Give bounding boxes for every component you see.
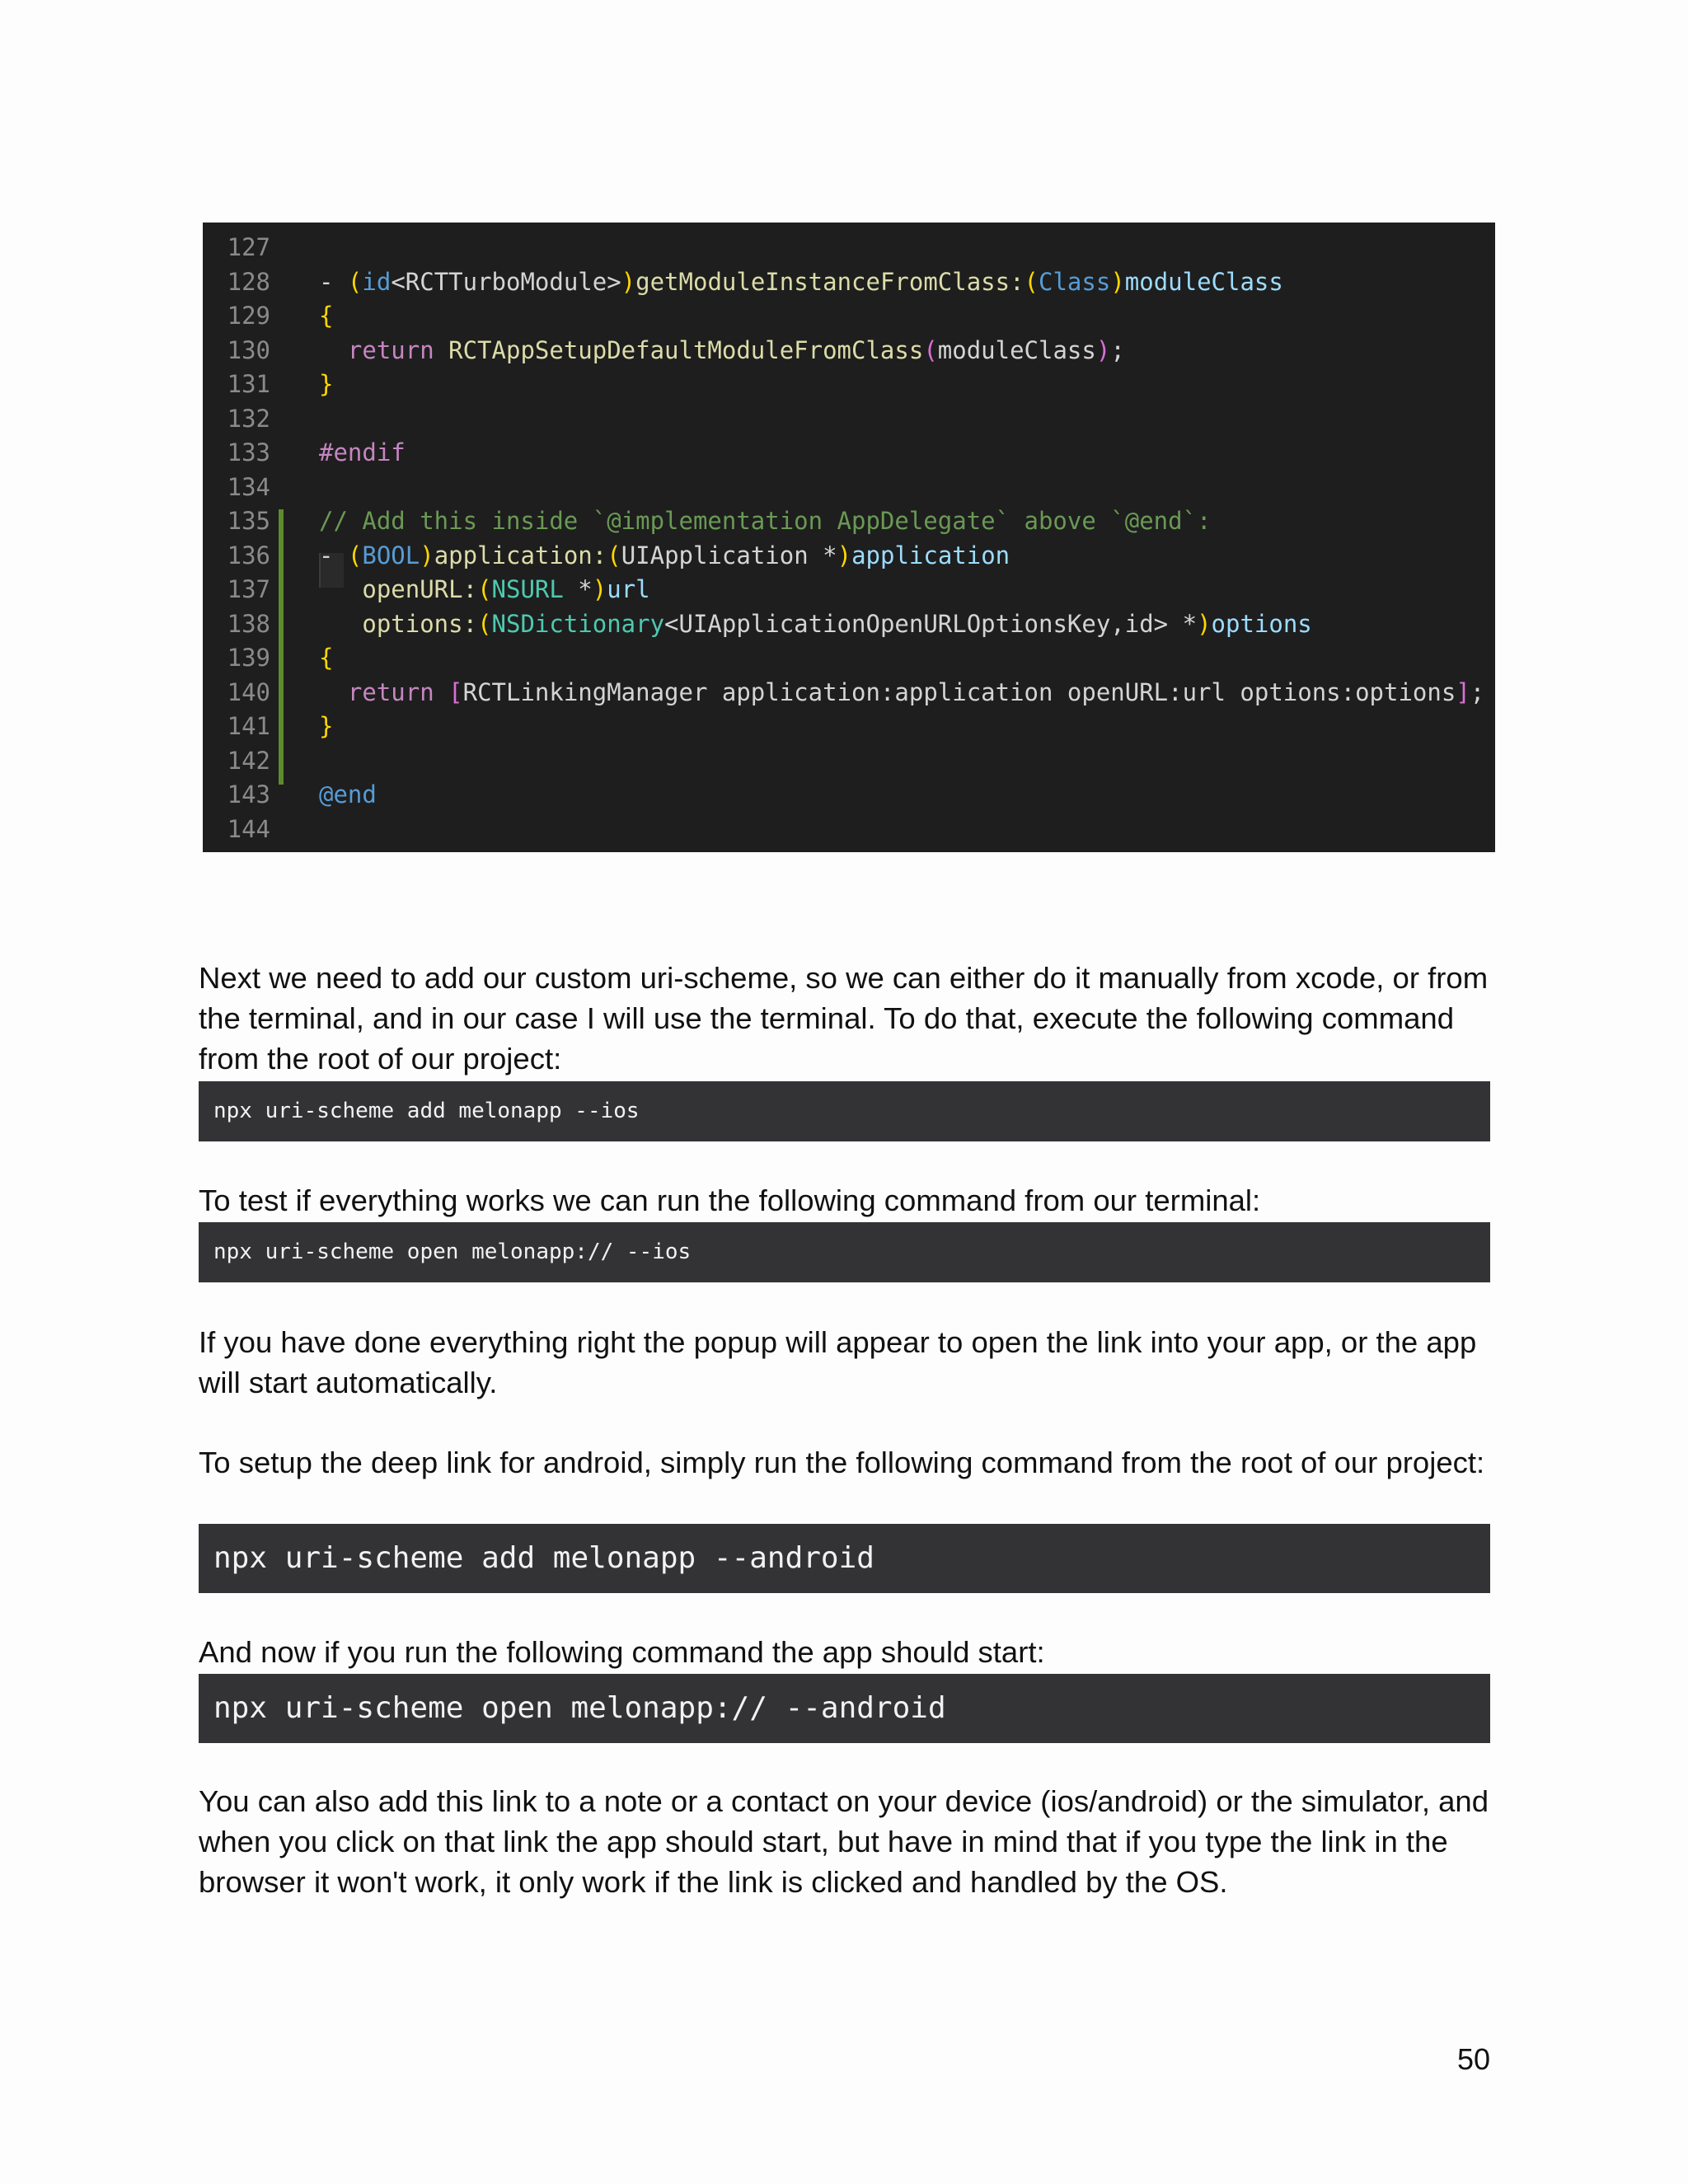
code-text bbox=[319, 777, 377, 812]
page-number: 50 bbox=[1456, 2042, 1490, 2076]
code-line bbox=[203, 367, 1495, 401]
code-token: ] bbox=[1456, 677, 1470, 706]
line-number: 132 bbox=[227, 404, 270, 433]
code-screenshot bbox=[203, 223, 1495, 852]
code-token: ( bbox=[923, 335, 938, 364]
command-block-add-android[interactable]: npx uri-scheme add melonapp --android bbox=[199, 1524, 1490, 1593]
paragraph-test-intro: To test if everything works we can run the following command from our terminal: bbox=[199, 1183, 1261, 1217]
code-line bbox=[203, 538, 1495, 573]
code-token: { bbox=[319, 302, 334, 330]
code-token: ( bbox=[347, 267, 363, 296]
paragraph-android-setup: To setup the deep link for android, simply run the following command from the root of our project: bbox=[199, 1446, 1485, 1479]
code-line bbox=[203, 435, 1495, 470]
code-text bbox=[319, 607, 1312, 641]
code-token: ) bbox=[1197, 609, 1212, 638]
command-block-open-ios[interactable]: npx uri-scheme open melonapp:// --ios bbox=[199, 1222, 1490, 1282]
line-number: 143 bbox=[227, 780, 270, 808]
code-token: // Add this inside `@implementation AppDelegate` above `@end`: bbox=[319, 507, 1212, 535]
code-text bbox=[319, 333, 1125, 368]
code-line bbox=[203, 640, 1495, 675]
code-token: ) bbox=[592, 575, 607, 603]
code-token: Class bbox=[1039, 267, 1111, 296]
code-token: ) bbox=[1095, 335, 1111, 364]
code-token: ( bbox=[477, 609, 492, 638]
code-token bbox=[319, 678, 348, 706]
code-token: return bbox=[347, 335, 449, 364]
code-token: UIApplication * bbox=[621, 541, 837, 569]
code-text bbox=[319, 538, 1010, 573]
code-token: NSURL bbox=[491, 575, 564, 603]
code-line bbox=[203, 470, 1495, 504]
code-token: ; bbox=[1470, 677, 1485, 706]
line-number: 133 bbox=[227, 438, 270, 466]
code-text bbox=[319, 709, 333, 743]
code-line bbox=[203, 812, 1495, 846]
line-number: 141 bbox=[227, 712, 270, 740]
paragraph-uri-scheme-intro: Next we need to add our custom uri-scheme, so we can either do it manually from xcode, or from the terminal, and in our case I will use the terminal. To do that, execute the following command from the root of our project: bbox=[199, 961, 1489, 1076]
line-number: 134 bbox=[227, 472, 270, 501]
line-number: 139 bbox=[227, 644, 270, 672]
paragraph-link-note: You can also add this link to a note or a contact on your device (ios/android) or the simulator, and when you click on that link the app should start, but have in mind that if you type the link in the browser it won't work, it only work if the link is clicked and handled by the OS. bbox=[199, 1784, 1489, 1899]
code-token: BOOL bbox=[362, 541, 420, 569]
code-text bbox=[319, 367, 333, 401]
line-number: 130 bbox=[227, 335, 270, 364]
code-token: { bbox=[319, 644, 334, 672]
code-token: @end bbox=[319, 780, 377, 808]
code-line bbox=[203, 401, 1495, 436]
code-token: url bbox=[607, 575, 650, 603]
code-token: ) bbox=[1110, 267, 1125, 296]
code-line bbox=[203, 504, 1495, 538]
code-token: openURL: bbox=[319, 575, 478, 603]
line-number: 129 bbox=[227, 302, 270, 330]
code-text bbox=[319, 435, 406, 470]
code-token: ) bbox=[420, 541, 434, 569]
paragraph-popup-result: If you have done everything right the popup will appear to open the link into your app, or the app will start automatically. bbox=[199, 1325, 1477, 1399]
code-token: [ bbox=[448, 677, 463, 706]
code-line bbox=[203, 265, 1495, 299]
line-number: 128 bbox=[227, 267, 270, 296]
code-token: id bbox=[362, 267, 392, 296]
code-token: ) bbox=[837, 541, 852, 569]
code-token: getModuleInstanceFromClass: bbox=[635, 267, 1025, 296]
code-token: ( bbox=[477, 575, 492, 603]
code-token: moduleClass bbox=[937, 335, 1096, 364]
code-line bbox=[203, 607, 1495, 641]
code-token: moduleClass bbox=[1124, 267, 1283, 296]
code-text bbox=[319, 640, 333, 675]
line-number: 127 bbox=[227, 233, 270, 261]
code-token: #endif bbox=[319, 438, 406, 466]
code-token: RCTLinkingManager application:application openURL:url options:options bbox=[462, 677, 1456, 706]
code-line bbox=[203, 777, 1495, 812]
code-token: ( bbox=[607, 541, 621, 569]
line-number: 142 bbox=[227, 746, 270, 775]
line-number: 135 bbox=[227, 507, 270, 535]
code-token: RCTAppSetupDefaultModuleFromClass bbox=[448, 335, 924, 364]
line-number: 144 bbox=[227, 814, 270, 843]
code-token: <RCTTurboModule> bbox=[391, 267, 621, 296]
line-number: 131 bbox=[227, 370, 270, 398]
code-token: ( bbox=[1024, 267, 1039, 296]
code-line bbox=[203, 333, 1495, 368]
code-text bbox=[319, 298, 333, 333]
code-token: } bbox=[319, 370, 334, 398]
command-block-add-ios[interactable]: npx uri-scheme add melonapp --ios bbox=[199, 1081, 1490, 1141]
code-token: - bbox=[319, 541, 348, 569]
code-line bbox=[203, 230, 1495, 265]
code-token: <UIApplicationOpenURLOptionsKey,id> * bbox=[664, 609, 1198, 638]
code-token: } bbox=[319, 712, 334, 740]
line-number: 138 bbox=[227, 609, 270, 638]
code-text bbox=[319, 572, 650, 607]
code-line bbox=[203, 572, 1495, 607]
line-number: 140 bbox=[227, 677, 270, 706]
code-token: - bbox=[319, 267, 348, 296]
code-token: application bbox=[851, 541, 1010, 569]
code-token: NSDictionary bbox=[491, 609, 665, 638]
code-line bbox=[203, 675, 1495, 710]
code-line bbox=[203, 743, 1495, 778]
code-token: options bbox=[1211, 609, 1312, 638]
line-number: 136 bbox=[227, 541, 270, 569]
code-text bbox=[319, 675, 1484, 710]
code-text bbox=[319, 265, 1283, 299]
code-token: options: bbox=[319, 609, 478, 638]
command-block-open-android[interactable]: npx uri-scheme open melonapp:// --android bbox=[199, 1674, 1490, 1743]
code-line bbox=[203, 709, 1495, 743]
code-token: ) bbox=[621, 267, 636, 296]
code-token: ; bbox=[1110, 335, 1125, 364]
code-token: ( bbox=[347, 541, 363, 569]
code-line bbox=[203, 298, 1495, 333]
code-text bbox=[319, 504, 1212, 538]
line-number: 137 bbox=[227, 575, 270, 603]
code-token: application: bbox=[434, 541, 607, 569]
code-token: return bbox=[347, 677, 449, 706]
code-token: * bbox=[563, 575, 593, 603]
paragraph-android-open: And now if you run the following command the app should start: bbox=[199, 1635, 1045, 1669]
code-token bbox=[319, 336, 348, 364]
